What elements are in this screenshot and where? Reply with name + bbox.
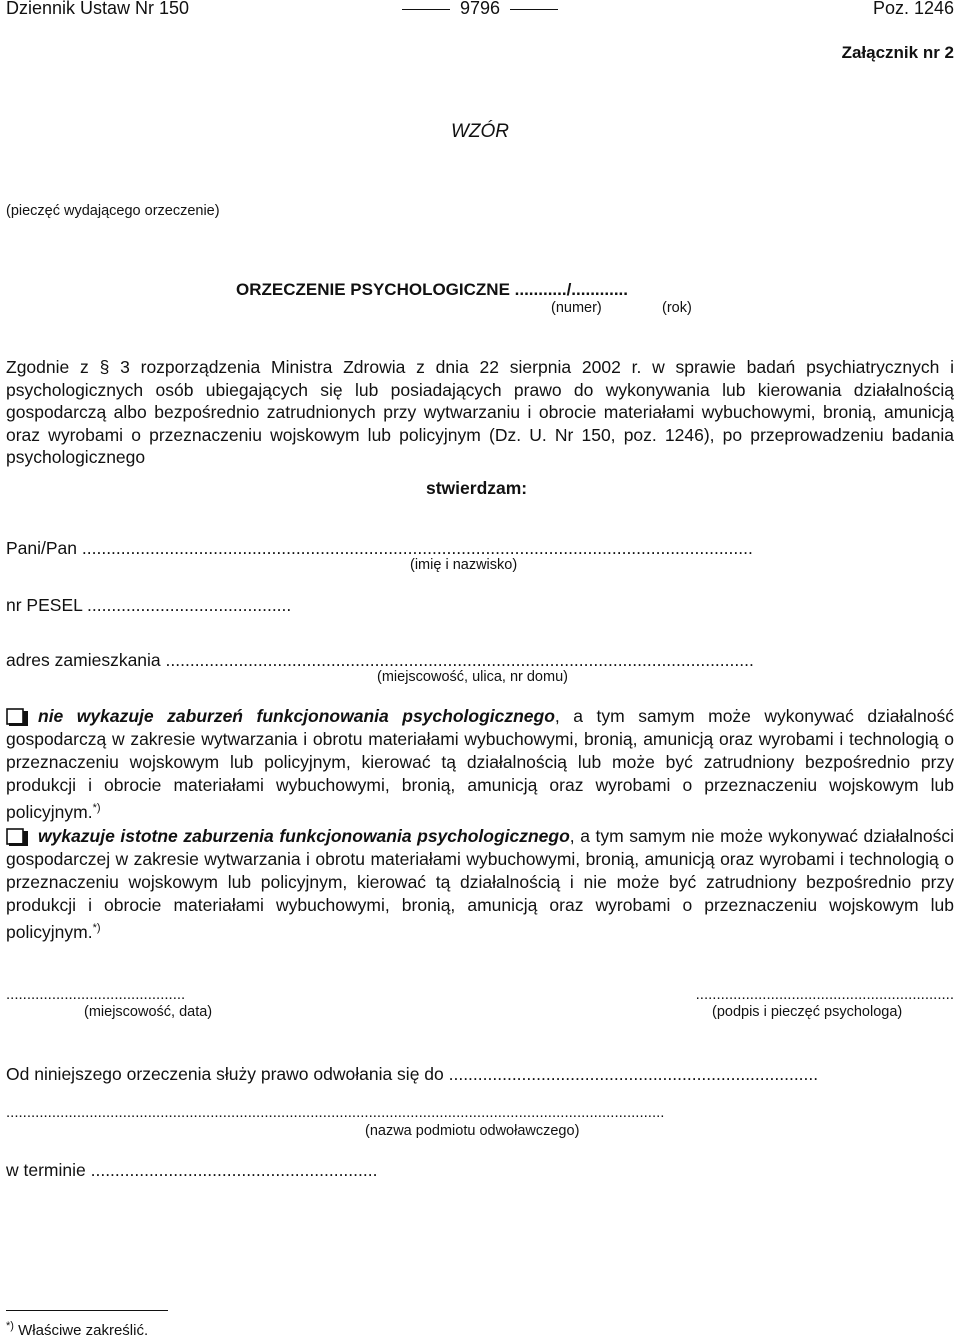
stwierdzam-label: stwierdzam: <box>426 478 528 498</box>
footnote-divider <box>6 1310 168 1311</box>
option-2-text: , a tym samym nie może wykonywać działalności gospodarczej w zakresie wytwarzania i obrotu materiałami wybuchowymi, bronią, amunicją oraz wyrobami i technologią o przeznaczeniu wojskowym lub policyjnym, kierować tą działalnością i nie może być zatrudniony bezpośrednio przy produkcji i obrocie materiałami wybuchowymi, bronią, amunicją oraz wyrobami o przeznaczeniu wojskowym lub policyjnym. <box>6 826 955 942</box>
checkbox-icon[interactable] <box>6 708 32 726</box>
option-1-footnote-mark: *) <box>92 802 101 814</box>
appeal-term-field[interactable]: w terminie ........................................................... <box>6 1160 378 1180</box>
dash-right <box>510 9 558 10</box>
document-title: ORZECZENIE PSYCHOLOGICZNE .........../............ <box>236 280 628 299</box>
address-hint: (miejscowość, ulica, nr domu) <box>377 669 568 685</box>
name-hint: (imię i nazwisko) <box>410 557 518 573</box>
name-field[interactable]: Pani/Pan .......................................................................................................................................... <box>6 538 753 558</box>
signature-hint: (podpis i pieczęć psychologa) <box>712 1004 903 1020</box>
address-field[interactable]: adres zamieszkania ......................................................................................................................... <box>6 650 754 670</box>
position-number: Poz. 1246 <box>872 0 954 18</box>
footnote-mark: *) <box>6 1320 14 1332</box>
option-no-disorders <box>6 705 954 824</box>
appeal-line[interactable]: Od niniejszego orzeczenia służy prawo odwołania się do ............................................................................ <box>6 1064 819 1084</box>
option-1-text: , a tym samym może wykonywać działalność gospodarczą w zakresie wytwarzania i obrotu materiałami wybuchowymi, bronią, amunicją oraz wyrobami i technologią o przeznaczeniu wojskowym lub policyjnym, kierować tą działalnością lub może być zatrudniony bezpośrednio przy produkcji i obrocie materiałami wybuchowymi, bronią, amunicją oraz wyrobami o przeznaczeniu wojskowym lub policyjnym. <box>6 706 954 822</box>
appeal-body-hint: (nazwa podmiotu odwoławczego) <box>365 1123 580 1139</box>
option-2-bold: wykazuje istotne zaburzenia funkcjonowania psychologicznego <box>38 826 570 846</box>
page-number-text: 9796 <box>459 0 501 18</box>
signature-field[interactable]: .............................................................. <box>695 986 954 1003</box>
appeal-body-field[interactable]: .............................................................................................................................................................. <box>6 1104 665 1121</box>
journal-name: Dziennik Ustaw Nr 150 <box>6 0 190 18</box>
place-date-hint: (miejscowość, data) <box>84 1004 213 1020</box>
number-hint: (numer) <box>551 300 602 316</box>
page-number <box>330 0 630 19</box>
dash-left <box>402 9 450 10</box>
pesel-field[interactable]: nr PESEL .......................................... <box>6 595 292 615</box>
intro-paragraph: Zgodnie z § 3 rozporządzenia Ministra Zdrowia z dnia 22 sierpnia 2002 r. w sprawie badań psychiatrycznych i psychologicznych osób ubiegających się lub posiadających prawo do wykonywania lub kierowania działalnością gospodarczą albo bezpośrednio zatrudnionych przy wytwarzaniu i obrocie materiałami wybuchowymi, bronią, amunicją oraz wyrobami o przeznaczeniu wojskowym lub policyjnym (Dz. U. Nr 150, poz. 1246), po przeprowadzeniu badania psychologicznego <box>6 357 954 468</box>
footnote-text: Właściwe zakreślić. <box>18 1322 149 1339</box>
option-1-bold: nie wykazuje zaburzeń funkcjonowania psychologicznego <box>38 706 555 726</box>
footnote <box>6 1320 148 1339</box>
option-2-footnote-mark: *) <box>92 922 101 934</box>
checkbox-icon[interactable] <box>6 828 32 846</box>
stamp-note: (pieczęć wydającego orzeczenie) <box>6 203 220 219</box>
template-label: WZÓR <box>450 121 510 142</box>
year-hint: (rok) <box>662 300 692 316</box>
option-disorders <box>6 825 954 944</box>
annex-label: Załącznik nr 2 <box>841 43 954 62</box>
place-date-field[interactable]: ........................................... <box>6 986 186 1003</box>
